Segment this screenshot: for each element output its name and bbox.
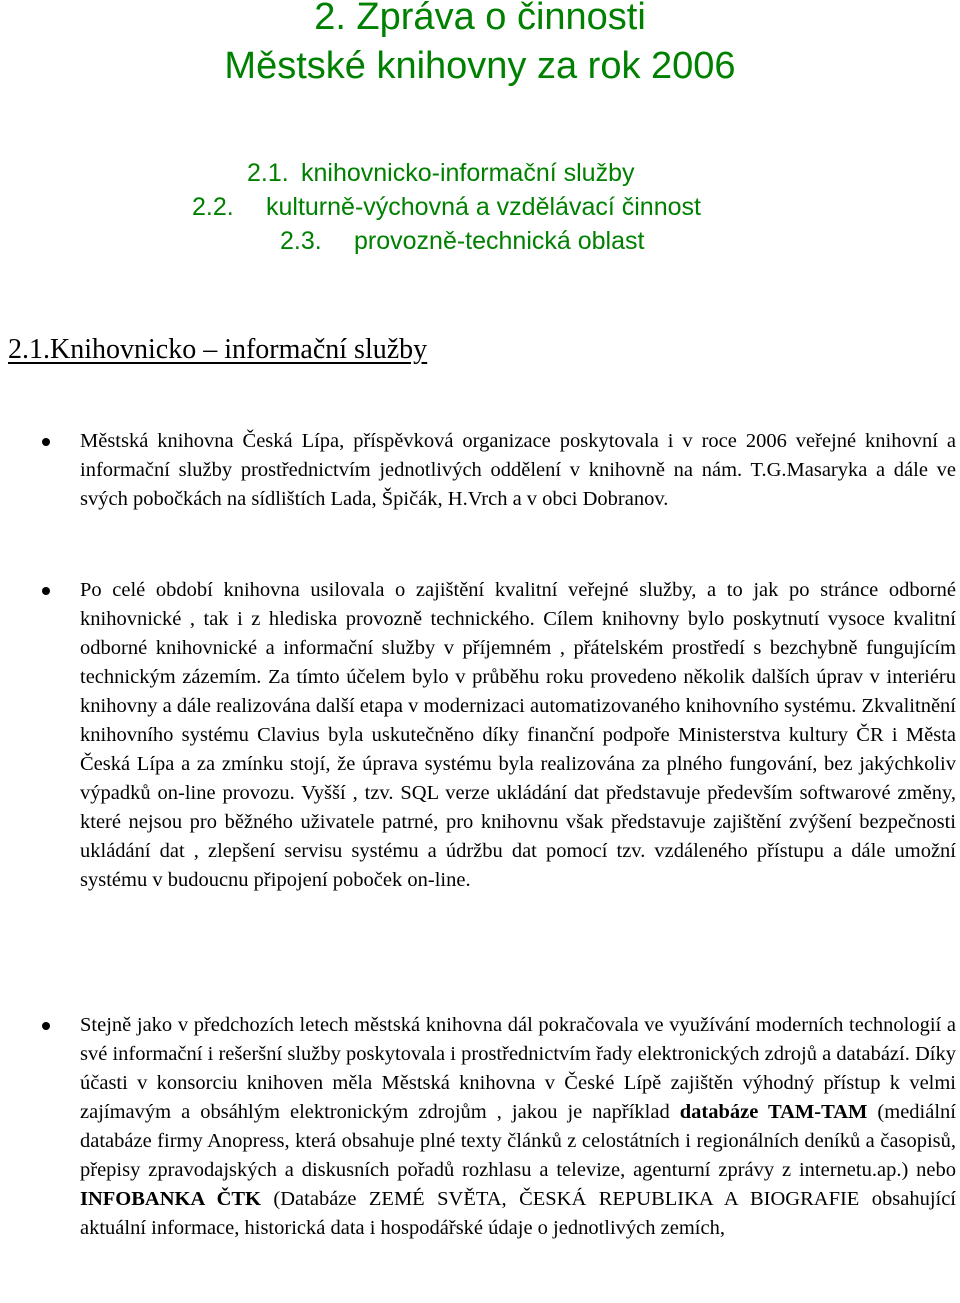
page-title-line2: Městské knihovny za rok 2006: [224, 45, 736, 87]
paragraph-1: Městská knihovna Česká Lípa, příspěvková organizace poskytovala i v roce 2006 veřejné knihovní a informační služby prostřednictvím jednotlivých oddělení v knihovně na nám. T.G.Masaryka a dále ve svých pobočkách na sídlištích Lada, Špičák, H.Vrch a v obci Dobranov.: [80, 430, 956, 510]
paragraph-3-text-c: (mediální databáze firmy Anopress, která obsahuje plné texty článků z celostátních i regionálních deníků a časopisů, přepisy zpravodajských a diskusních pořadů rozhlasu a televize, agenturní zprávy z internetu.ap.) nebo: [80, 1101, 956, 1181]
toc-item-label: kulturně-výchovná a vzdělávací činnost: [266, 193, 701, 221]
database-tamtam-name: databáze TAM-TAM: [679, 1101, 868, 1123]
toc-item-label: provozně-technická oblast: [354, 227, 645, 255]
toc-item-number: 2.2.: [192, 193, 234, 221]
bullet-icon: [42, 438, 50, 446]
toc-item-3[interactable]: [280, 224, 644, 258]
paragraph-3: [80, 1011, 956, 1243]
paragraph-3-text-a: Stejně jako v předchozích letech městská knihovna dál pokračovala ve využívání moderních technologií a své informační i rešeršní služby poskytovala i prostřednictvím řady elektronických zdrojů a databází. Díky účasti v konsorciu knihoven měla Městská knihovna v České Lípě zajištěn výhodný přístup k velmi zajímavým a obsáhlým elektronickým zdrojům , jakou je například: [80, 1014, 956, 1123]
bullet-icon: [42, 1022, 50, 1030]
toc-item-2[interactable]: [192, 190, 701, 224]
toc-item-number: 2.1.: [247, 159, 289, 187]
section-heading: 2.1.Knihovnicko – informační služby: [8, 334, 428, 365]
toc-item-label: knihovnicko-informační služby: [301, 159, 635, 187]
toc-item-1[interactable]: [247, 156, 634, 190]
bullet-icon: [42, 587, 50, 595]
paragraph-2: Po celé období knihovna usilovala o zajištění kvalitní veřejné služby, a to jak po stránce odborné knihovnické , tak i z hlediska provozně technického. Cílem knihovny bylo poskytnutí vysoce kvalitní odborné knihovnické a informační služby v příjemném , přátelském prostředí s bezchybně fungujícím technickým zázemím. Za tímto účelem bylo v průběhu roku provedeno několik dalších úprav v interiéru knihovny a dále realizována další etapa v modernizaci automatizovaného knihovního systému. Zkvalitnění knihovního systému Clavius byla uskutečněno díky finanční podpoře Ministerstva kultury ČR i Města Česká Lípa a za zmínku stojí, že úprava systému byla realizována za plného fungování, bez jakýchkoliv výpadků on-line provozu. Vyšší , tzv. SQL verze ukládání dat představuje především softwarové změny, které nejsou pro běžného uživatele patrné, pro knihovnu však představuje zajištění zvýšení bezpečnosti ukládání dat , zlepšení servisu systému a údržbu dat pomocí tzv. vzdáleného přístupu a dále umožní systému v budoucnu připojení poboček on-line.: [80, 579, 956, 891]
toc-item-number: 2.3.: [280, 227, 322, 255]
paragraph-3-text-d: (Databáze ZEMÉ SVĚTA, ČESKÁ REPUBLIKA A BIOGRAFIE obsahující aktuální informace, historická data i hospodářské údaje o jednotlivých zemích,: [80, 1188, 956, 1239]
page-title-line1: 2. Zpráva o činnosti: [314, 0, 646, 38]
database-infobanka-name: INFOBANKA ČTK: [80, 1188, 261, 1210]
